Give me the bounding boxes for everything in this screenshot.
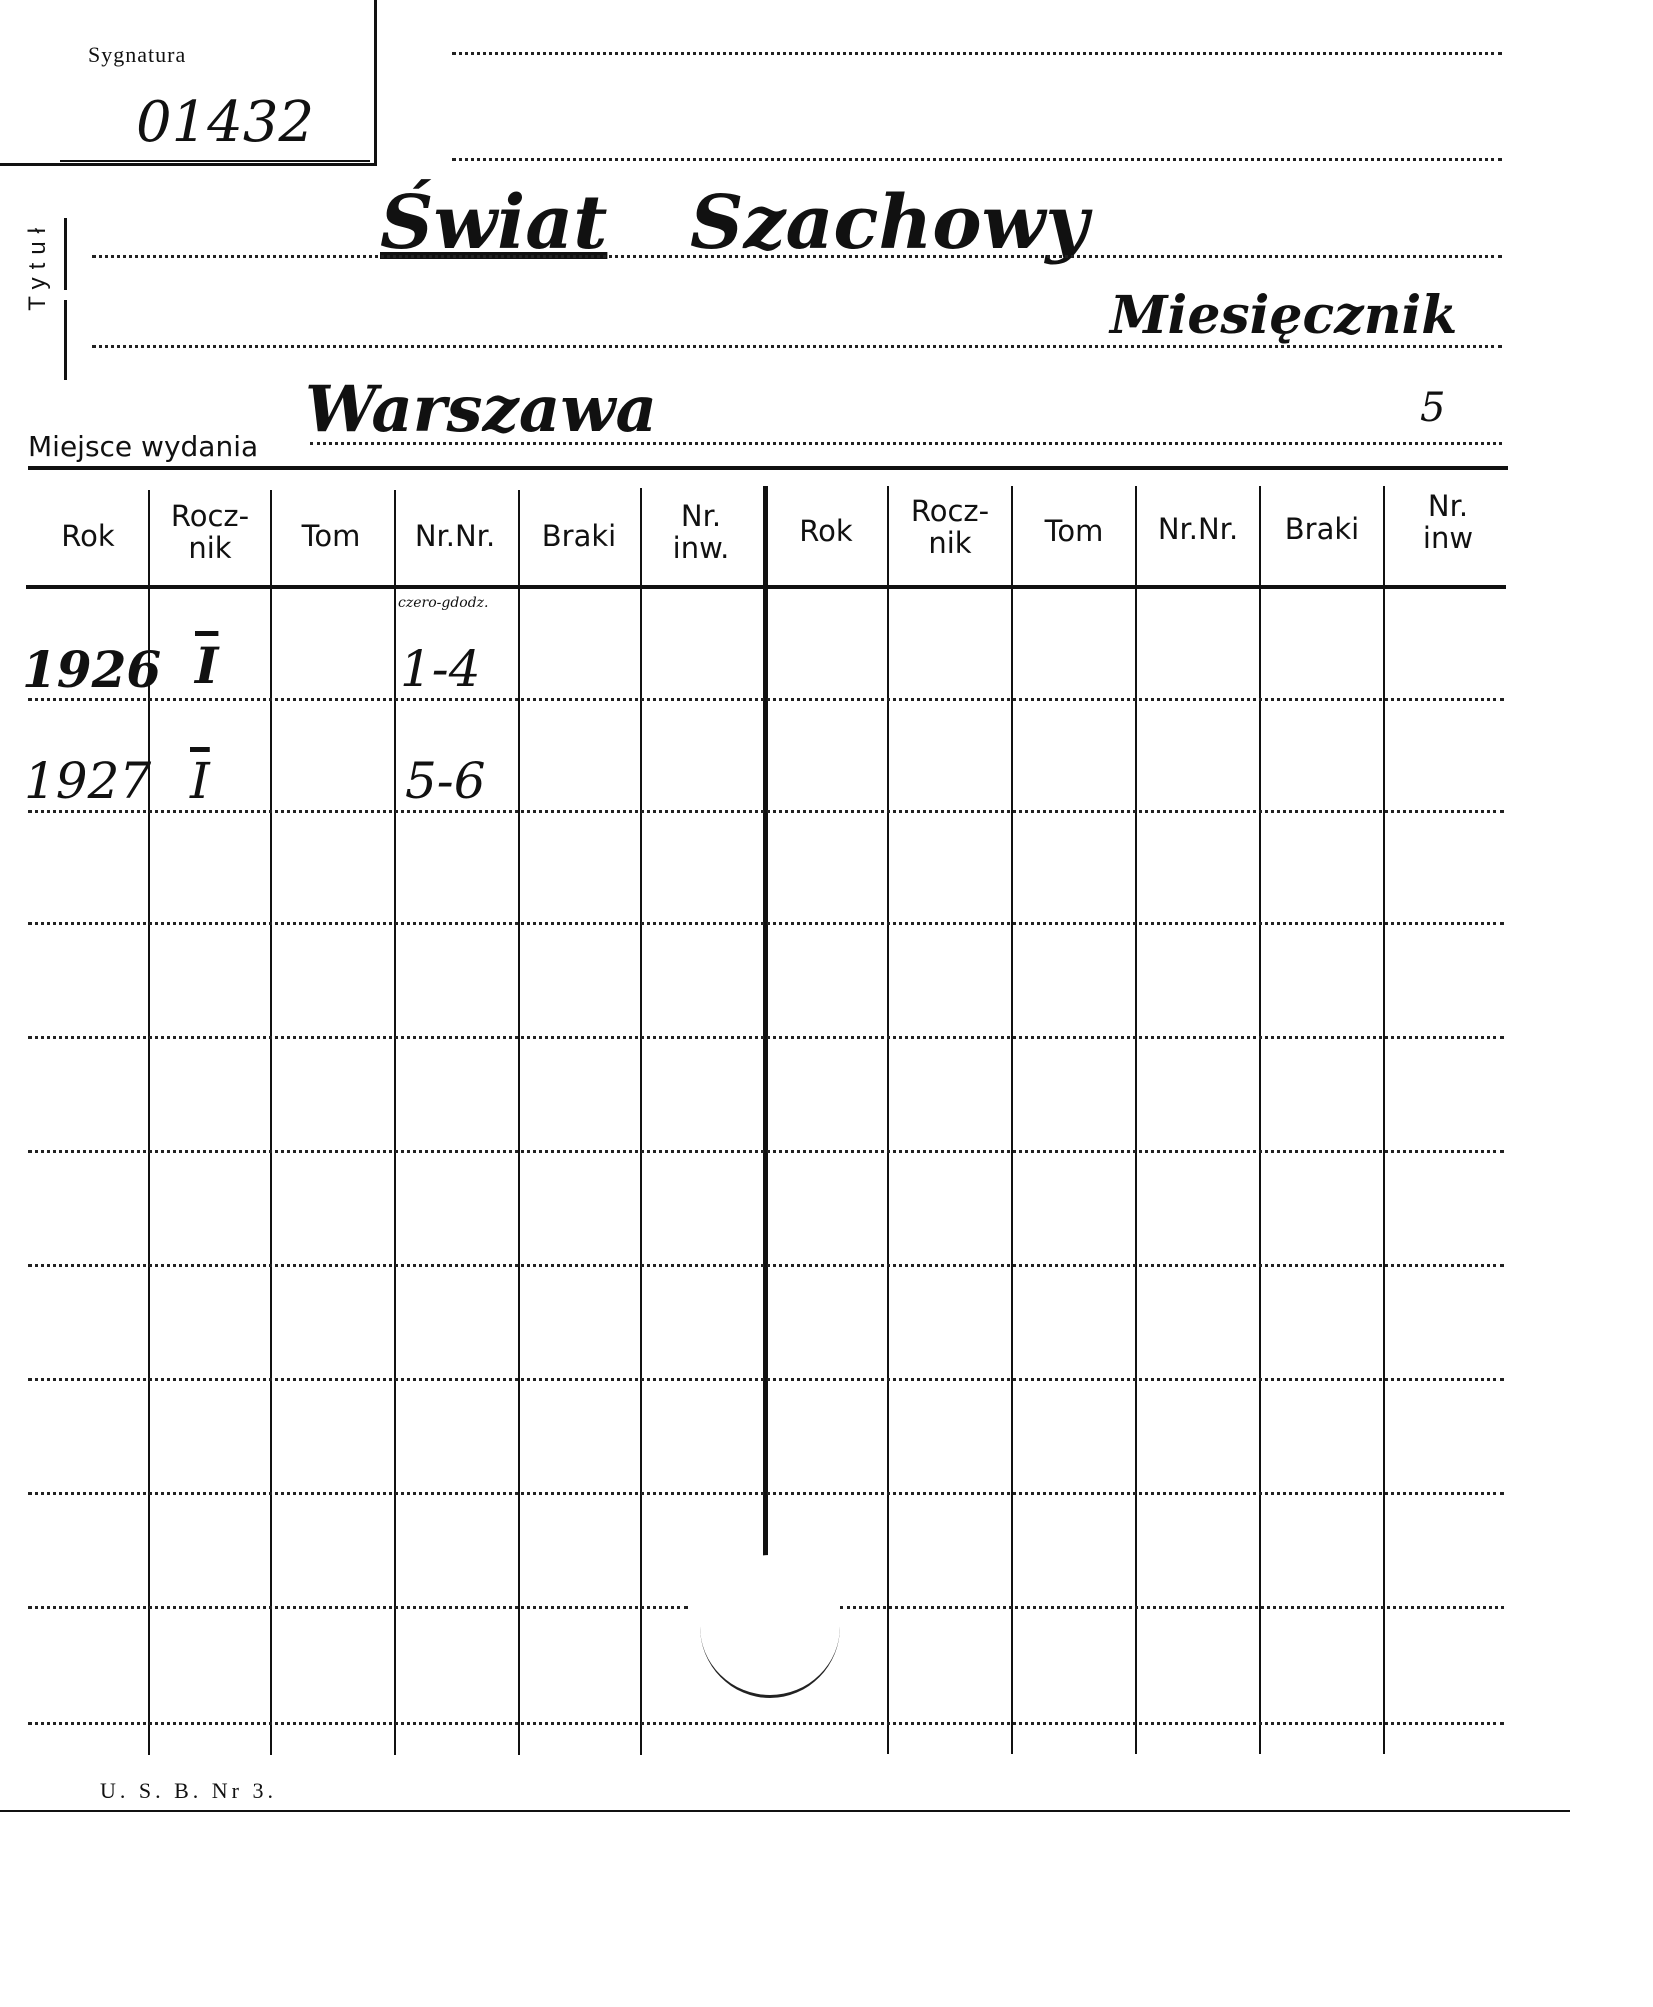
signature-value: 01432 <box>136 90 315 155</box>
punch-hole <box>700 1555 840 1698</box>
row-line-10 <box>28 1722 1504 1725</box>
col-line-4 <box>518 490 520 1755</box>
place-value: Warszawa <box>305 372 657 447</box>
row-2-rok: 1927 <box>24 752 152 810</box>
header-nrnr-right: Nr.Nr. <box>1157 512 1239 546</box>
col-line-5 <box>640 488 642 1755</box>
title-word-1: Świat <box>380 180 608 266</box>
center-divider <box>763 486 768 1556</box>
row-line-8 <box>28 1492 1504 1495</box>
header-nrinw-left: Nr. inw. <box>672 499 730 565</box>
row-line-3 <box>28 922 1504 925</box>
row-line-7 <box>28 1378 1504 1381</box>
col-line-9 <box>1259 486 1261 1754</box>
header-tom-right: Tom <box>1044 514 1104 548</box>
col-line-8 <box>1135 486 1137 1754</box>
header-rok-right: Rok <box>799 514 853 548</box>
row-line-6 <box>28 1264 1504 1267</box>
col-line-6 <box>887 486 889 1754</box>
title-bracket-1 <box>64 218 67 290</box>
col-line-3 <box>394 490 396 1755</box>
col-line-2 <box>270 490 272 1755</box>
row-1-nrnr: 1-4 <box>400 640 481 698</box>
header-rok-left: Rok <box>61 519 115 553</box>
header-rocznik-left: Rocz- nik <box>170 499 250 565</box>
table-top-border <box>28 466 1508 470</box>
row-2-nrnr: 5-6 <box>405 752 486 810</box>
row-line-5 <box>28 1150 1504 1153</box>
title-word-2: Szachowy <box>690 180 1089 266</box>
col-line-7 <box>1011 486 1013 1754</box>
header-rocznik-right: Rocz- nik <box>910 494 990 560</box>
title-dotted-line-1 <box>92 255 1502 258</box>
row-line-9b <box>840 1606 1504 1609</box>
corner-mark: 5 <box>1420 385 1446 431</box>
footer-code: U. S. B. Nr 3. <box>100 1778 278 1803</box>
row-1-rocznik: $\overline{I}$ <box>195 636 219 695</box>
card-bottom-edge <box>0 1810 1570 1812</box>
header-tom-left: Tom <box>301 519 361 553</box>
header-braki-right: Braki <box>1284 512 1360 546</box>
row-2-rocznik: $\overline{I}$ <box>190 752 210 810</box>
header-nrinw-right: Nr. inw <box>1422 489 1474 555</box>
header-nrnr-left: Nr.Nr. <box>414 519 496 553</box>
place-dotted-line <box>310 442 1502 445</box>
title-bracket-2 <box>64 300 67 380</box>
row-line-4 <box>28 1036 1504 1039</box>
place-label: Miejsce wydania <box>28 430 259 463</box>
signature-underline <box>60 160 370 162</box>
title-dotted-line-2 <box>92 345 1502 348</box>
header-braki-left: Braki <box>541 519 617 553</box>
subtitle: Miesięcznik <box>1110 285 1458 346</box>
signature-label: Sygnatura <box>88 42 187 67</box>
col-line-10 <box>1383 486 1385 1754</box>
signature-box-right-border <box>374 0 377 165</box>
nrnr-note: czero-gdodz. <box>398 595 489 611</box>
row-line-1 <box>28 698 1504 701</box>
header-dotted-line-1 <box>452 52 1502 55</box>
row-1-rok: 1926 <box>22 640 162 699</box>
row-line-2 <box>28 810 1504 813</box>
signature-box-bottom-border <box>0 163 377 166</box>
title-label: Tytuł <box>24 220 51 311</box>
header-dotted-line-2 <box>452 158 1502 161</box>
row-line-9 <box>28 1606 688 1609</box>
